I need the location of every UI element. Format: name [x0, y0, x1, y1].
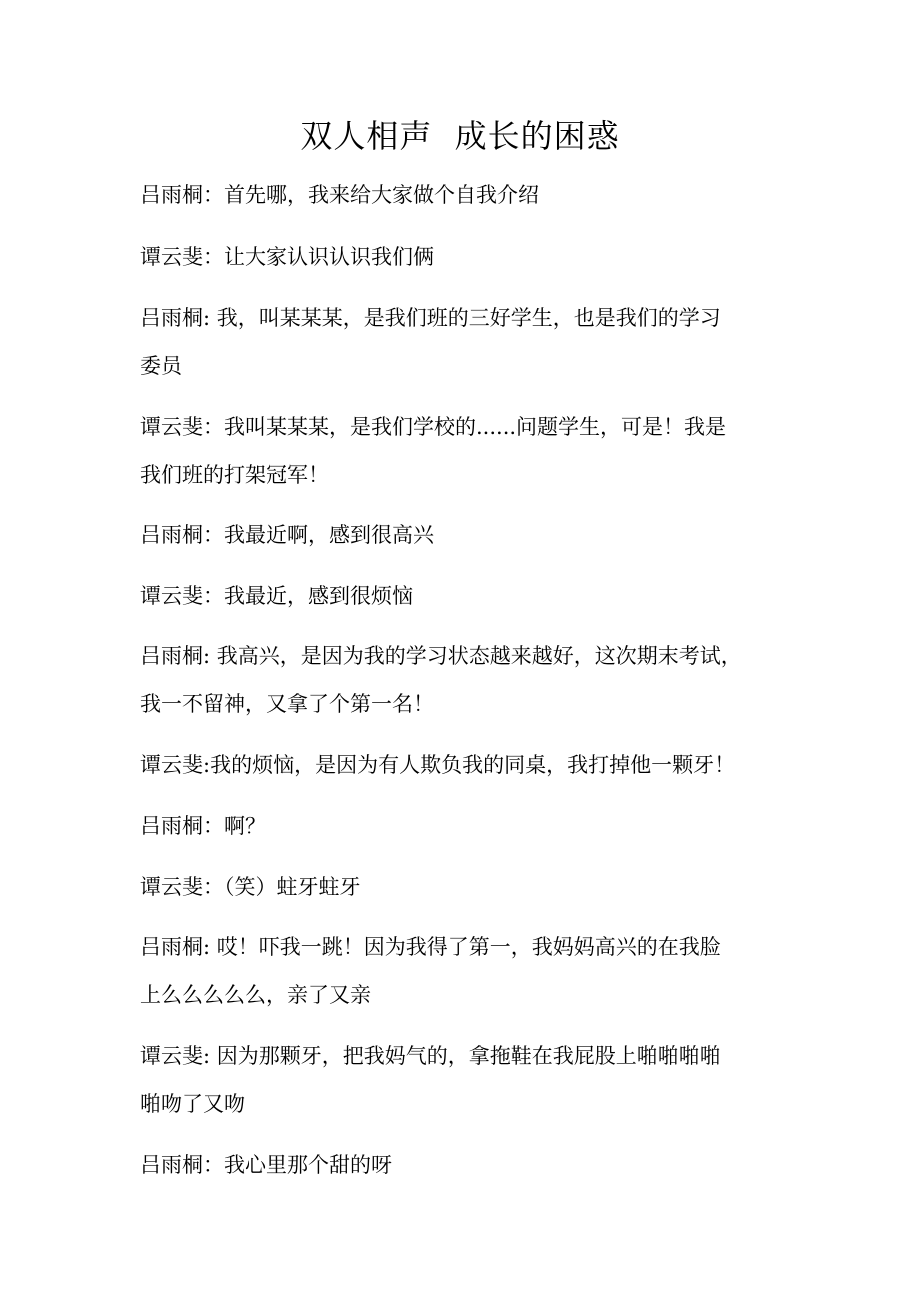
dialogue-line: 吕雨桐：啊？ [140, 814, 266, 838]
dialogue-line: 谭云斐：（笑）蛀牙蛀牙 [140, 875, 361, 899]
dialogue-line: 谭云斐:我的烦恼，是因为有人欺负我的同桌，我打掉他一颗牙！ [140, 753, 736, 777]
dialogue-line: 吕雨桐: 我高兴，是因为我的学习状态越来越好，这次期末考试， [140, 644, 742, 668]
dialogue-line: 谭云斐: 因为那颗牙，把我妈气的，拿拖鞋在我屁股上啪啪啪啪 [140, 1044, 721, 1068]
dialogue-line: 上么么么么么，亲了又亲 [140, 983, 371, 1007]
dialogue-line: 吕雨桐：我心里那个甜的呀 [140, 1153, 392, 1177]
dialogue-line: 我们班的打架冠军！ [140, 463, 329, 487]
dialogue-line: 谭云斐：我叫某某某，是我们学校的......问题学生，可是！我是 [140, 415, 727, 439]
dialogue-line: 我一不留神，又拿了个第一名！ [140, 692, 434, 716]
document-title: 双人相声 成长的困惑 [300, 117, 620, 155]
dialogue-line: 吕雨桐：首先哪，我来给大家做个自我介绍 [140, 183, 539, 207]
dialogue-line: 谭云斐：让大家认识认识我们俩 [140, 245, 434, 269]
dialogue-line: 吕雨桐：我最近啊，感到很高兴 [140, 523, 434, 547]
dialogue-line: 委员 [140, 354, 182, 378]
dialogue-line: 谭云斐：我最近，感到很烦恼 [140, 584, 413, 608]
dialogue-line: 吕雨桐: 我，叫某某某，是我们班的三好学生，也是我们的学习 [140, 306, 721, 330]
dialogue-line: 吕雨桐: 哎！吓我一跳！因为我得了第一，我妈妈高兴的在我脸 [140, 935, 721, 959]
dialogue-line: 啪吻了又吻 [140, 1092, 245, 1116]
